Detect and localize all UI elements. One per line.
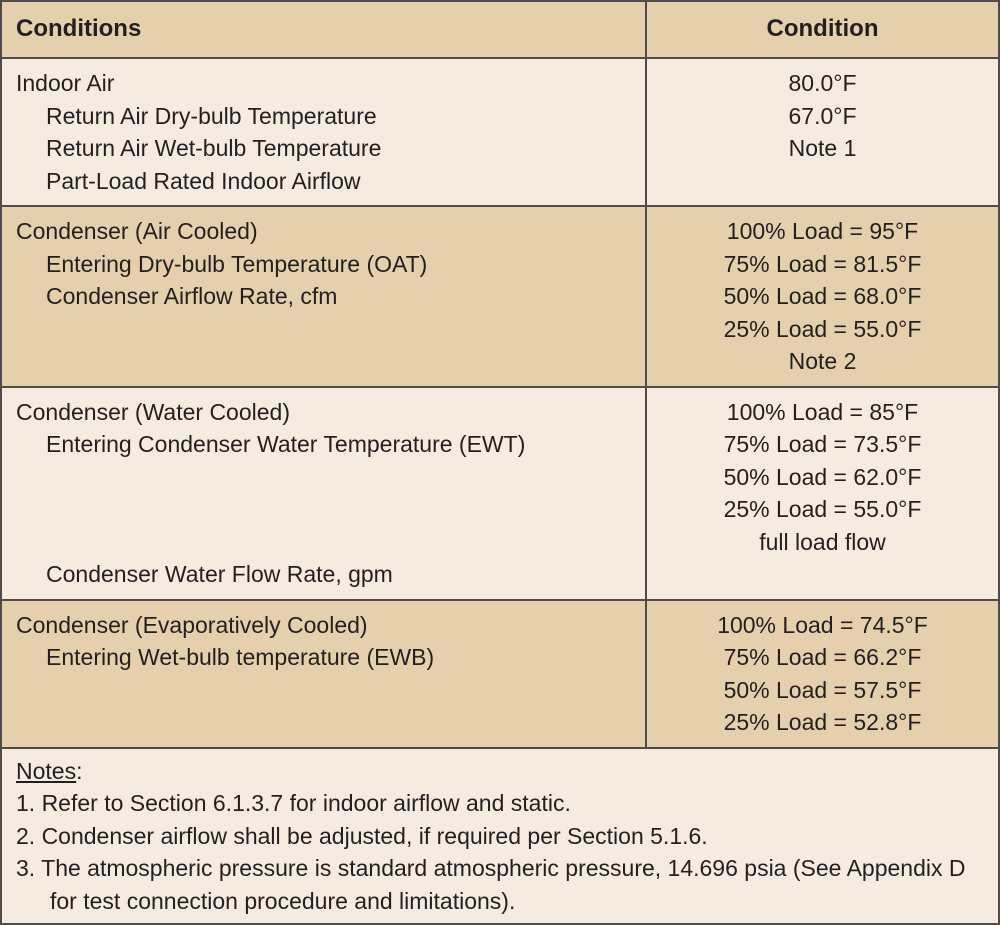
row-value: 75% Load = 73.5°F xyxy=(723,431,922,457)
row-value: 100% Load = 95°F xyxy=(726,218,919,244)
notes-section xyxy=(1,748,999,925)
table-row xyxy=(1,206,999,387)
row-subitem: Part-Load Rated Indoor Airflow xyxy=(46,167,361,194)
header-condition: Condition xyxy=(646,1,999,58)
row-subitem: Entering Dry-bulb Temperature (OAT) xyxy=(46,250,428,277)
row-value: 50% Load = 62.0°F xyxy=(723,463,922,490)
note-item: 3. The atmospheric pressure is standard atmospheric pressure, 14.696 psia (See Appendix D for test connection procedure and limitations). xyxy=(16,855,966,914)
table-row xyxy=(1,58,999,206)
table-row xyxy=(1,387,999,600)
row-value: 100% Load = 74.5°F xyxy=(717,611,928,638)
row-subitem xyxy=(16,461,645,494)
row-value: 25% Load = 55.0°F xyxy=(723,496,922,522)
condition-label-cell xyxy=(1,58,646,206)
row-value: 50% Load = 57.5°F xyxy=(723,676,922,703)
condition-value-cell xyxy=(646,58,999,206)
row-subitem: Condenser Water Flow Rate, gpm xyxy=(46,561,393,587)
row-subitem: Condenser Airflow Rate, cfm xyxy=(46,283,338,309)
row-title: Condenser (Air Cooled) xyxy=(16,218,258,244)
row-subitem: Entering Condenser Water Temperature (EWT) xyxy=(46,431,526,457)
table-row xyxy=(1,600,999,748)
row-value: 75% Load = 81.5°F xyxy=(723,250,922,277)
row-value: 25% Load = 55.0°F xyxy=(723,315,922,342)
condition-value-cell xyxy=(646,600,999,748)
row-value: 25% Load = 52.8°F xyxy=(723,709,922,735)
note-item: 1. Refer to Section 6.1.3.7 for indoor airflow and static. xyxy=(16,790,571,816)
condition-label-cell xyxy=(1,206,646,387)
header-row xyxy=(1,1,999,58)
row-value: full load flow xyxy=(759,528,886,555)
row-value: 100% Load = 85°F xyxy=(726,398,919,425)
notes-title: Notes xyxy=(16,757,77,784)
row-value: Note 2 xyxy=(788,348,857,374)
row-subitem xyxy=(16,493,645,526)
row-title: Condenser (Evaporatively Cooled) xyxy=(16,611,368,638)
condition-label-cell xyxy=(1,600,646,748)
row-value: 67.0°F xyxy=(788,102,857,129)
condition-value-cell xyxy=(646,206,999,387)
condition-label-cell xyxy=(1,387,646,600)
row-title: Indoor Air xyxy=(16,70,115,96)
row-subitem: Entering Wet-bulb temperature (EWB) xyxy=(46,644,435,670)
row-subitem: Return Air Wet-bulb Temperature xyxy=(46,135,382,161)
row-value: 50% Load = 68.0°F xyxy=(723,283,922,309)
row-subitem: Return Air Dry-bulb Temperature xyxy=(46,102,377,129)
row-title: Condenser (Water Cooled) xyxy=(16,398,290,425)
row-value: 75% Load = 66.2°F xyxy=(723,644,922,670)
row-subitem xyxy=(16,526,645,559)
header-conditions: Conditions xyxy=(1,1,646,58)
note-item: 2. Condenser airflow shall be adjusted, if required per Section 5.1.6. xyxy=(16,822,708,849)
row-value: Note 1 xyxy=(788,135,857,161)
row-value: 80.0°F xyxy=(788,70,857,96)
condition-value-cell xyxy=(646,387,999,600)
notes-colon: : xyxy=(76,757,83,784)
